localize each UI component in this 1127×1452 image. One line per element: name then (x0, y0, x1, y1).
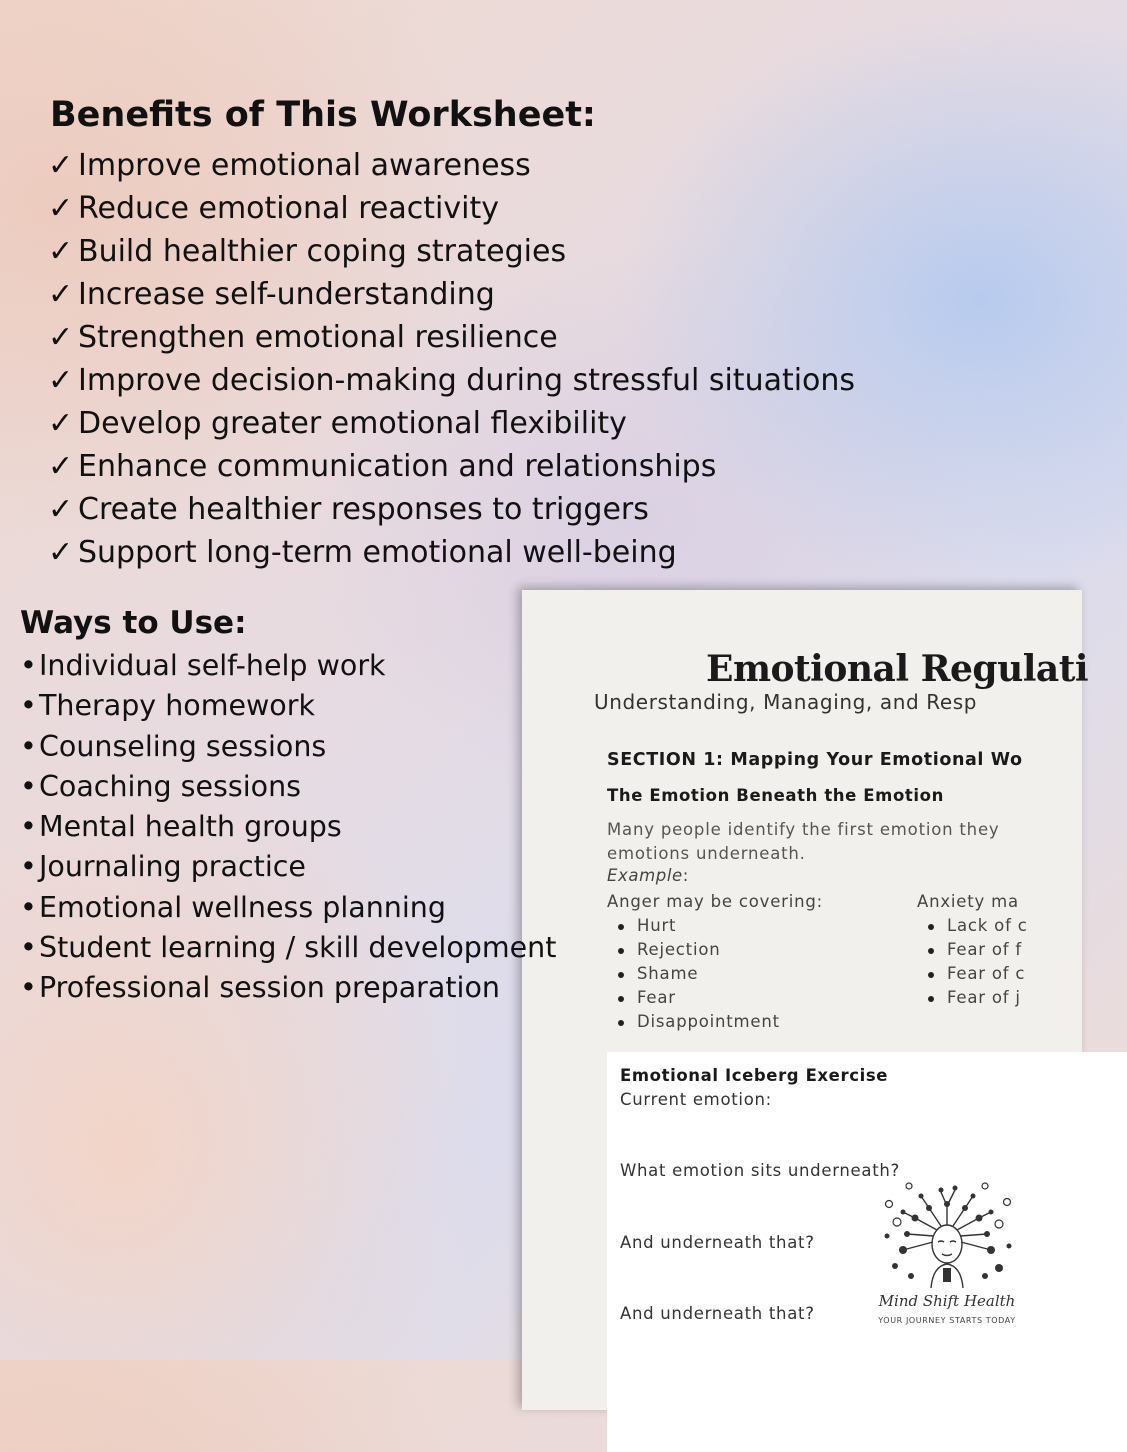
anxiety-column (917, 890, 1028, 1010)
list-item: Shame (607, 962, 823, 986)
check-icon: ✓ (48, 277, 74, 312)
benefit-item: ✓ Improve decision-making during stressful situations (48, 359, 855, 402)
check-icon: ✓ (48, 191, 74, 226)
example-label: Example: (607, 866, 689, 885)
list-item: Disappointment (607, 1010, 823, 1034)
ways-item: •Mental health groups (20, 807, 556, 847)
bullet-icon: • (20, 729, 37, 763)
head-with-branches-icon (867, 1176, 1027, 1292)
ways-to-use-section (20, 602, 556, 1009)
prompt-underneath: What emotion sits underneath? (620, 1161, 900, 1180)
list-item: Fear (607, 986, 823, 1010)
check-icon: ✓ (48, 234, 74, 269)
benefits-list (48, 144, 855, 574)
list-item: Rejection (607, 938, 823, 962)
ways-item: •Coaching sessions (20, 767, 556, 807)
ways-heading: Ways to Use: (20, 605, 247, 641)
bullet-icon: • (20, 971, 37, 1005)
benefit-item: ✓ Create healthier responses to triggers (48, 488, 855, 531)
list-item: Hurt (607, 914, 823, 938)
benefits-section (48, 92, 855, 574)
worksheet-title: Emotional Regulati (706, 648, 1089, 690)
subheading: The Emotion Beneath the Emotion (607, 786, 944, 805)
bullet-icon: • (20, 931, 37, 965)
benefit-item: ✓ Support long-term emotional well-being (48, 531, 855, 574)
check-icon: ✓ (48, 492, 74, 527)
logo-name: Mind Shift Health (878, 1292, 1016, 1310)
ways-item: •Professional session preparation (20, 968, 556, 1008)
benefit-item: ✓ Strengthen emotional resilience (48, 316, 855, 359)
check-icon: ✓ (48, 363, 74, 398)
check-icon: ✓ (48, 320, 74, 355)
logo-tagline: YOUR JOURNEY STARTS TODAY (878, 1316, 1016, 1325)
prompt-current-emotion: Current emotion: (620, 1090, 772, 1109)
prompt-underneath-that: And underneath that? (620, 1233, 815, 1252)
section-heading: SECTION 1: Mapping Your Emotional Wo (607, 750, 1023, 770)
prompt-underneath-that: And underneath that? (620, 1304, 815, 1323)
bullet-icon: • (20, 850, 37, 884)
iceberg-title: Emotional Iceberg Exercise (620, 1066, 889, 1085)
mind-shift-health-logo (867, 1176, 1027, 1346)
ways-item: •Counseling sessions (20, 727, 556, 767)
list-item: Fear of f (917, 938, 1028, 962)
ways-item: •Student learning / skill development (20, 928, 556, 968)
ways-item: •Emotional wellness planning (20, 888, 556, 928)
check-icon: ✓ (48, 535, 74, 570)
anxiety-heading: Anxiety ma (917, 892, 1019, 911)
intro-paragraph: Many people identify the first emotion they emotions underneath. (607, 820, 1000, 863)
benefit-item: ✓ Enhance communication and relationships (48, 445, 855, 488)
bullet-icon: • (20, 769, 37, 803)
benefit-item: ✓ Build healthier coping strategies (48, 230, 855, 273)
benefit-item: ✓ Increase self-understanding (48, 273, 855, 316)
check-icon: ✓ (48, 406, 74, 441)
anger-heading: Anger may be covering: (607, 892, 824, 911)
list-item: Fear of j (917, 986, 1028, 1010)
list-item: Fear of c (917, 962, 1028, 986)
ways-item: •Therapy homework (20, 686, 556, 726)
ways-item: •Journaling practice (20, 847, 556, 887)
benefit-item: ✓ Develop greater emotional flexibility (48, 402, 855, 445)
list-item: Lack of c (917, 914, 1028, 938)
bullet-icon: • (20, 890, 37, 924)
worksheet-subtitle: Understanding, Managing, and Resp (594, 690, 978, 714)
anger-column (607, 890, 823, 1034)
bullet-icon: • (20, 689, 37, 723)
worksheet-preview (522, 590, 1089, 1410)
ways-list (20, 646, 556, 1009)
check-icon: ✓ (48, 449, 74, 484)
benefit-item: ✓ Improve emotional awareness (48, 144, 855, 187)
bullet-icon: • (20, 810, 37, 844)
benefit-item: ✓ Reduce emotional reactivity (48, 187, 855, 230)
benefits-heading: Benefits of This Worksheet: (50, 95, 596, 135)
ways-item: •Individual self-help work (20, 646, 556, 686)
check-icon: ✓ (48, 148, 74, 183)
bullet-icon: • (20, 649, 37, 682)
